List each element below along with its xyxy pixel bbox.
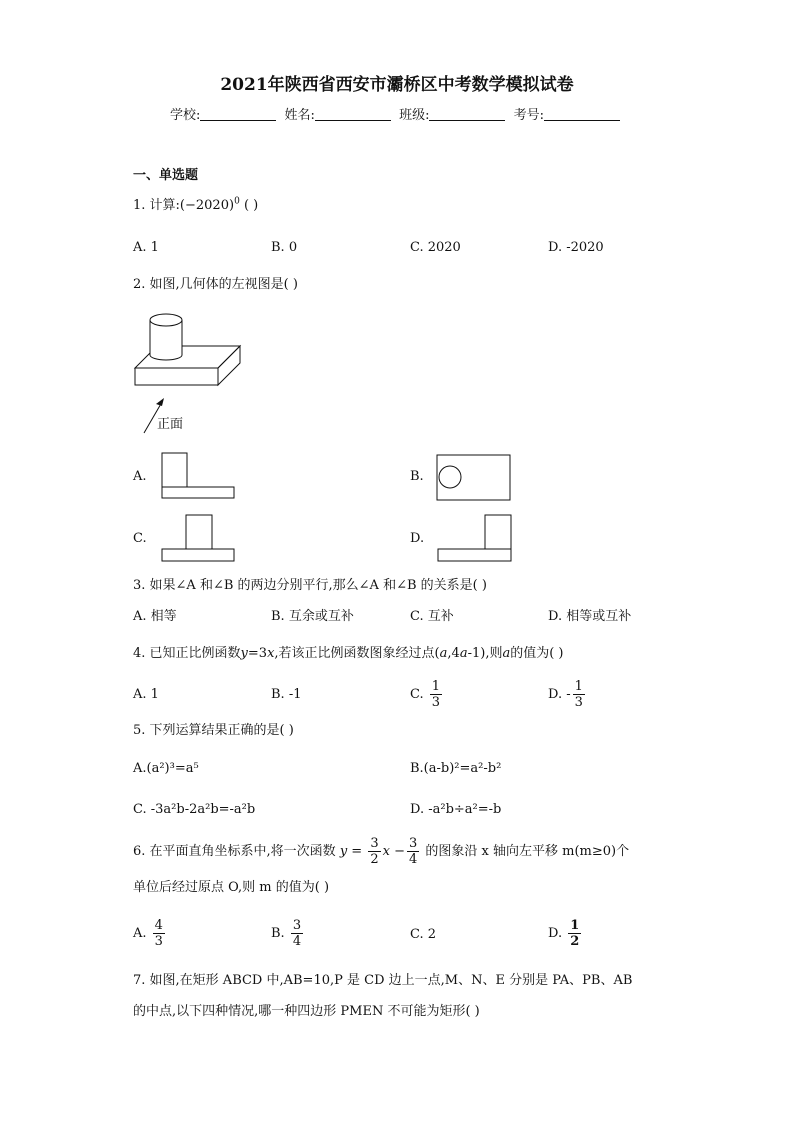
q6-b-numerator: 3 <box>292 918 302 933</box>
section-heading: 一、单选题 <box>133 168 199 183</box>
q4-var-x: x <box>267 646 275 661</box>
q4-d-numerator: 1 <box>574 679 583 694</box>
q6-option-d-fraction <box>568 918 581 949</box>
q2-option-a[interactable]: A. <box>133 469 147 484</box>
q4-text-1: 4. 已知正比例函数 <box>133 646 241 661</box>
q2-front-label: 正面 <box>157 417 184 432</box>
q4-var-a1: a <box>439 646 448 661</box>
school-label: 学校: <box>170 108 201 123</box>
q6-fraction-1 <box>368 836 380 867</box>
q1-option-a[interactable]: A. 1 <box>133 240 159 255</box>
q6-a-denominator: 3 <box>154 934 163 949</box>
question-7-line-2: 的中点,以下四种情况,哪一种四边形 PMEN 不可能为矩形( ) <box>133 1004 480 1019</box>
q2-option-d[interactable]: D. <box>410 531 425 546</box>
page-title: 2021年陕西省西安市灞桥区中考数学模拟试卷 <box>220 75 574 95</box>
q2-option-b[interactable]: B. <box>410 469 424 484</box>
q1-blank: ( ) <box>243 198 259 213</box>
q6-option-a-fraction <box>153 918 165 949</box>
q4-d-denominator: 3 <box>574 695 583 710</box>
q4-option-c-label: C. <box>410 687 424 702</box>
q6-text-1: 6. 在平面直角坐标系中,将一次函数 <box>133 844 336 859</box>
q4-var-a3: a <box>502 646 511 661</box>
q3-option-a[interactable]: A. 相等 <box>133 609 177 624</box>
q4-option-b[interactable]: B. -1 <box>271 687 302 702</box>
q5-option-a[interactable]: A.(a²)³=a⁵ <box>133 761 199 776</box>
question-3-stem: 3. 如果∠A 和∠B 的两边分别平行,那么∠A 和∠B 的关系是( ) <box>133 578 487 593</box>
q4-var-y: y <box>240 646 248 661</box>
q6-option-d-label: D. <box>548 926 563 941</box>
q4-option-d-fraction <box>573 679 585 710</box>
q4-var-a2: a <box>459 646 468 661</box>
q1-exponent: 0 <box>234 196 240 207</box>
question-6-line-2: 单位后经过原点 O,则 m 的值为( ) <box>133 880 330 895</box>
q6-a-numerator: 4 <box>154 918 163 933</box>
q6-b-denominator: 4 <box>292 934 302 949</box>
question-7-line-1: 7. 如图,在矩形 ABCD 中,AB=10,P 是 CD 边上一点,M、N、E 分别是 PA、PB、AB <box>133 973 633 988</box>
q1-expression: 计算:(−2020) <box>149 198 235 213</box>
q6-f2-denominator: 4 <box>408 852 418 867</box>
q3-option-b[interactable]: B. 互余或互补 <box>271 609 354 624</box>
q4-c-denominator: 3 <box>431 695 441 710</box>
q5-option-d[interactable]: D. -a²b÷a²=-b <box>410 802 502 817</box>
question-5-stem: 5. 下列运算结果正确的是( ) <box>133 723 294 738</box>
q6-option-c[interactable]: C. 2 <box>410 927 437 942</box>
q1-option-b[interactable]: B. 0 <box>271 240 298 255</box>
q6-option-b-fraction <box>291 918 303 949</box>
q1-number: 1. <box>133 198 146 213</box>
q4-text-2: =3 <box>247 646 268 661</box>
q4-text-6: 的值为( ) <box>510 646 564 661</box>
class-label: 班级: <box>399 108 430 123</box>
q4-option-d-label: D. - <box>548 687 571 702</box>
q6-text-2: 的图象沿 x 轴向左平移 m(m≥0)个 <box>425 844 630 859</box>
q1-option-c[interactable]: C. 2020 <box>410 240 461 255</box>
q6-d-numerator: 1 <box>570 918 580 933</box>
q4-c-numerator: 1 <box>431 679 441 694</box>
q4-option-d[interactable] <box>548 679 587 710</box>
q3-option-c[interactable]: C. 互补 <box>410 609 454 624</box>
q6-f1-numerator: 3 <box>370 836 379 851</box>
id-label: 考号: <box>513 108 544 123</box>
q6-option-b-label: B. <box>271 926 285 941</box>
question-2-stem: 2. 如图,几何体的左视图是( ) <box>133 277 298 292</box>
q6-f1-denominator: 2 <box>370 852 379 867</box>
q6-option-a-label: A. <box>133 926 147 941</box>
q6-fn-y: y = <box>339 844 363 859</box>
q6-f2-numerator: 3 <box>408 836 418 851</box>
q6-option-d[interactable] <box>548 917 583 951</box>
q4-text-4: ,4 <box>447 646 460 661</box>
q6-option-a[interactable] <box>133 917 167 951</box>
q6-option-b[interactable] <box>271 917 305 951</box>
q6-fraction-2 <box>407 836 419 867</box>
q5-option-b[interactable]: B.(a-b)²=a²-b² <box>410 761 502 776</box>
question-4-stem <box>133 646 564 662</box>
q4-option-c-fraction <box>430 679 442 710</box>
q4-text-3: ,若该正比例函数图象经过点( <box>274 646 440 661</box>
q4-option-a[interactable]: A. 1 <box>133 687 159 702</box>
q4-option-c[interactable] <box>410 679 444 710</box>
question-6-line-1 <box>133 834 629 870</box>
q2-option-c[interactable]: C. <box>133 531 147 546</box>
q1-option-d[interactable]: D. -2020 <box>548 240 604 255</box>
q6-d-denominator: 2 <box>570 934 580 949</box>
q5-option-c[interactable]: C. -3a²b-2a²b=-a²b <box>133 802 256 817</box>
q6-fn-x: x − <box>382 844 405 859</box>
q4-text-5: -1),则 <box>467 646 503 661</box>
q3-option-d[interactable]: D. 相等或互补 <box>548 609 632 624</box>
name-label: 姓名: <box>284 108 315 123</box>
